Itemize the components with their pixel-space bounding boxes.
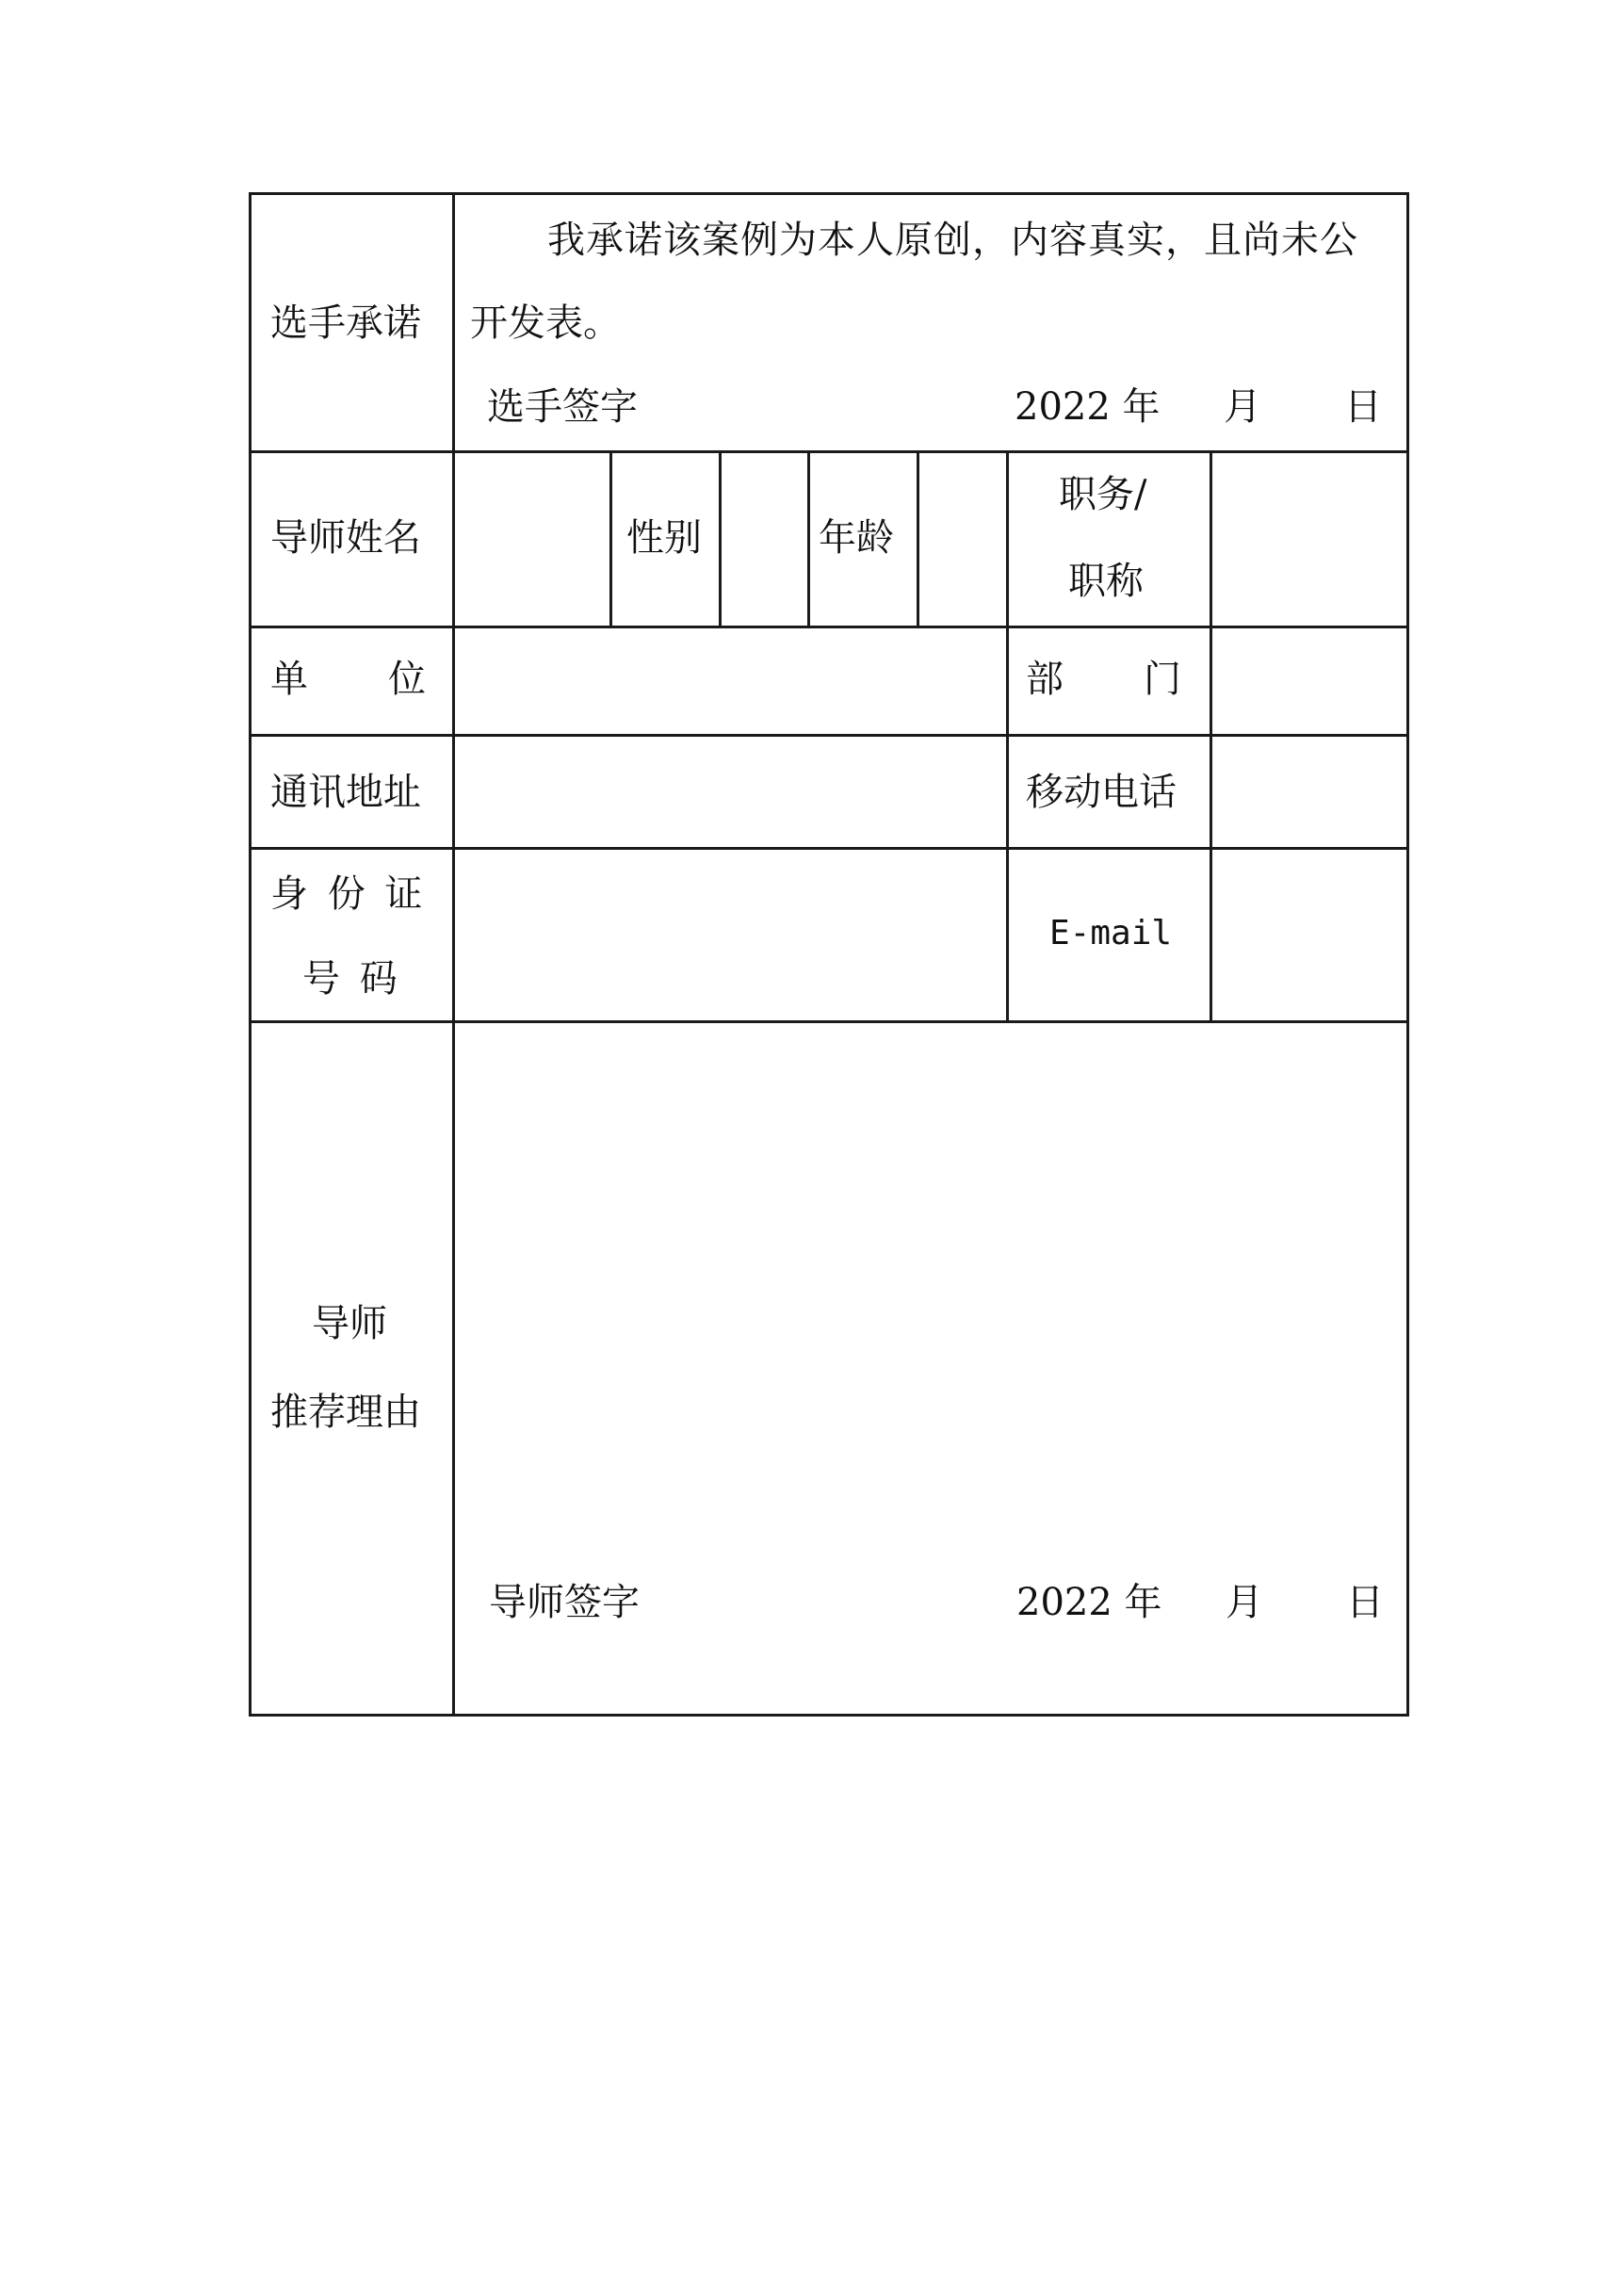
pledge-date-day: 日 — [1344, 385, 1382, 429]
age-label: 年龄 — [819, 516, 894, 560]
email-label: E-mail — [1049, 914, 1173, 952]
col-divider-gender-right — [719, 450, 722, 626]
pledge-signature-label: 选手签字 — [487, 385, 638, 429]
pledge-label: 选手承诺 — [270, 301, 421, 345]
row-divider-id — [252, 1020, 1406, 1023]
unit-label-part1: 单 — [270, 658, 308, 701]
mentor-date-month: 月 — [1226, 1581, 1263, 1624]
col-divider-right-label-left — [1006, 450, 1009, 1020]
label-column-divider — [452, 195, 455, 1714]
title-label-line1: 职务/ — [1059, 473, 1147, 516]
id-label-line1: 身 份 证 — [270, 872, 427, 916]
pledge-text-line2: 开发表。 — [470, 301, 621, 345]
col-divider-age-left — [807, 450, 810, 626]
pledge-text-line1: 我承诺该案例为本人原创，内容真实，且尚未公 — [547, 219, 1358, 262]
id-label-line2: 号 码 — [302, 957, 401, 1001]
address-label: 通讯地址 — [270, 771, 421, 814]
col-divider-gender-left — [609, 450, 612, 626]
pledge-date-year: 2022 年 — [1015, 385, 1161, 429]
mentor-date-year: 2022 年 — [1016, 1581, 1162, 1624]
row-divider-unit — [252, 734, 1406, 737]
dept-label-part1: 部 — [1026, 658, 1064, 701]
col-divider-right-label-right — [1210, 450, 1212, 1020]
unit-label-part2: 位 — [388, 658, 426, 701]
col-divider-age-right — [917, 450, 919, 626]
pledge-date-month: 月 — [1224, 385, 1261, 429]
registration-form-table — [249, 192, 1409, 1717]
mentor-name-label: 导师姓名 — [270, 516, 421, 560]
mentor-date-day: 日 — [1346, 1581, 1384, 1624]
row-divider-pledge — [252, 450, 1406, 453]
mobile-label: 移动电话 — [1026, 771, 1177, 814]
title-label-line2: 职称 — [1068, 560, 1144, 603]
recommendation-label-line2: 推荐理由 — [270, 1391, 421, 1434]
mentor-signature-label: 导师签字 — [489, 1581, 640, 1624]
dept-label-part2: 门 — [1144, 658, 1181, 701]
gender-label: 性别 — [626, 516, 702, 560]
recommendation-label-line1: 导师 — [312, 1302, 387, 1345]
row-divider-mentor-name — [252, 626, 1406, 628]
row-divider-address — [252, 847, 1406, 850]
